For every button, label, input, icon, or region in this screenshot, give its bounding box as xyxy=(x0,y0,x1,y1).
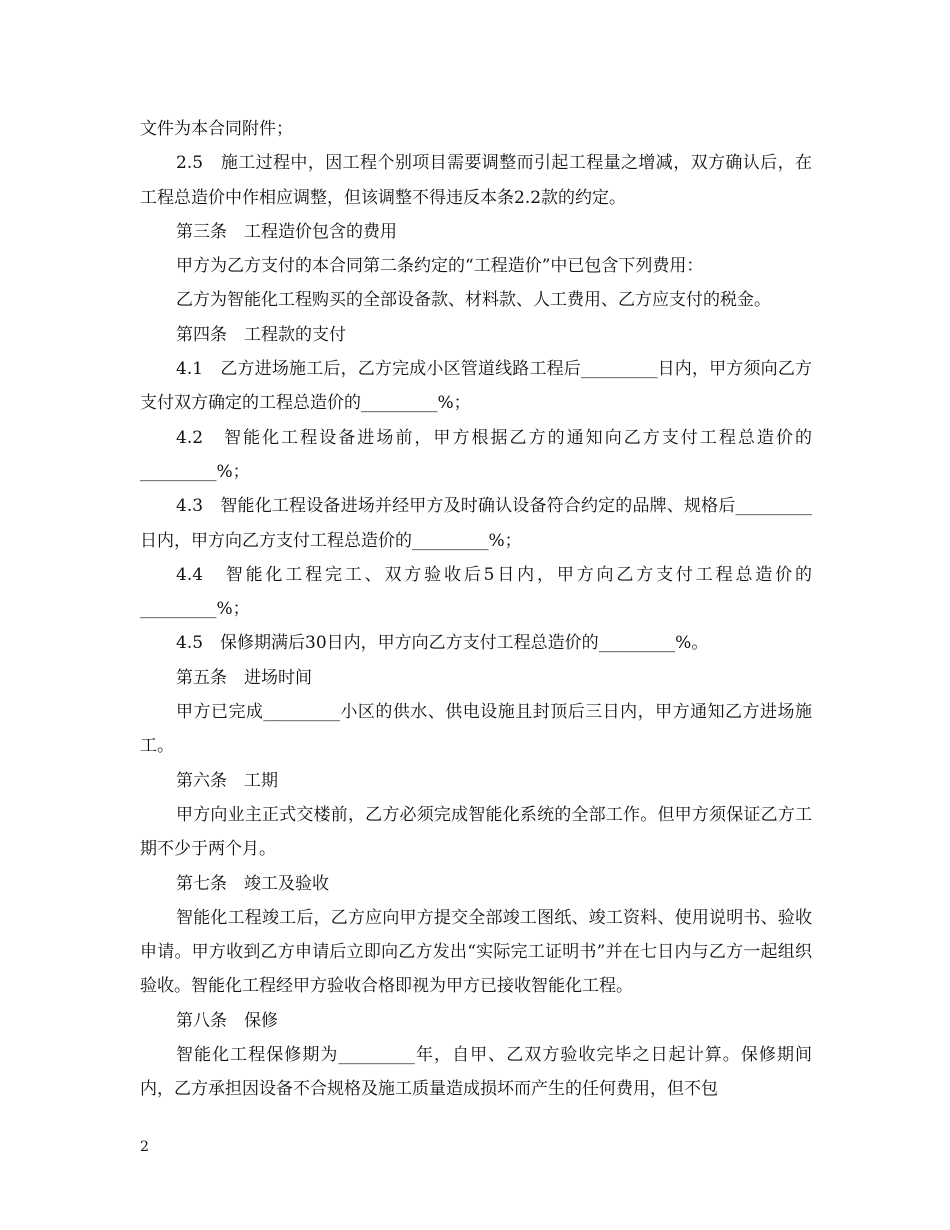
paragraph: 智能化工程竣工后，乙方应向甲方提交全部竣工图纸、竣工资料、使用说明书、验收申请。甲方收到乙方申请后立即向乙方发出“实际完工证明书”并在七日内与乙方一起组织验收。智能化工程经甲方验收合格即视为甲方已接收智能化工程。 xyxy=(140,907,812,997)
paragraph: 智能化工程保修期为_________年，自甲、乙双方验收完毕之日起计算。保修期间内，乙方承担因设备不合规格及施工质量造成损坏而产生的任何费用，但不包 xyxy=(140,1045,812,1100)
paragraph: 2.5 施工过程中，因工程个别项目需要调整而引起工程量之增减，双方确认后，在工程总造价中作相应调整，但该调整不得违反本条2.2款的约定。 xyxy=(140,153,812,208)
paragraph: 4.5 保修期满后30日内，甲方向乙方支付工程总造价的_________%。 xyxy=(176,633,709,654)
paragraph: 甲方向业主正式交楼前，乙方必须完成智能化系统的全部工作。但甲方须保证乙方工期不少于两个月。 xyxy=(140,804,812,860)
page-number: 2 xyxy=(140,1139,149,1155)
document-body xyxy=(140,112,812,1107)
paragraph: 第七条 竣工及验收 xyxy=(176,873,329,894)
paragraph: 4.2 智能化工程设备进场前，甲方根据乙方的通知向乙方支付工程总造价的_________%； xyxy=(140,427,812,482)
paragraph: 4.4 智能化工程完工、双方验收后5日内，甲方向乙方支付工程总造价的_________%； xyxy=(140,564,812,620)
paragraph: 第四条 工程款的支付 xyxy=(176,324,346,345)
paragraph: 甲方已完成_________小区的供水、供电设施且封顶后三日内，甲方通知乙方进场施工。 xyxy=(140,702,812,757)
paragraph: 乙方为智能化工程购买的全部设备款、材料款、人工费用、乙方应支付的税金。 xyxy=(176,290,771,311)
paragraph: 第五条 进场时间 xyxy=(176,667,312,688)
paragraph: 第六条 工期 xyxy=(176,770,278,791)
paragraph: 第八条 保修 xyxy=(176,1010,278,1031)
paragraph: 4.3 智能化工程设备进场并经甲方及时确认设备符合约定的品牌、规格后_________日内，甲方向乙方支付工程总造价的_________%； xyxy=(140,496,812,551)
paragraph: 4.1 乙方进场施工后，乙方完成小区管道线路工程后_________日内，甲方须向乙方支付双方确定的工程总造价的_________%； xyxy=(140,359,812,414)
paragraph: 甲方为乙方支付的本合同第二条约定的“工程造价”中已包含下列费用： xyxy=(176,256,704,277)
paragraph: 第三条 工程造价包含的费用 xyxy=(176,221,397,242)
paragraph: 文件为本合同附件； xyxy=(140,119,293,139)
